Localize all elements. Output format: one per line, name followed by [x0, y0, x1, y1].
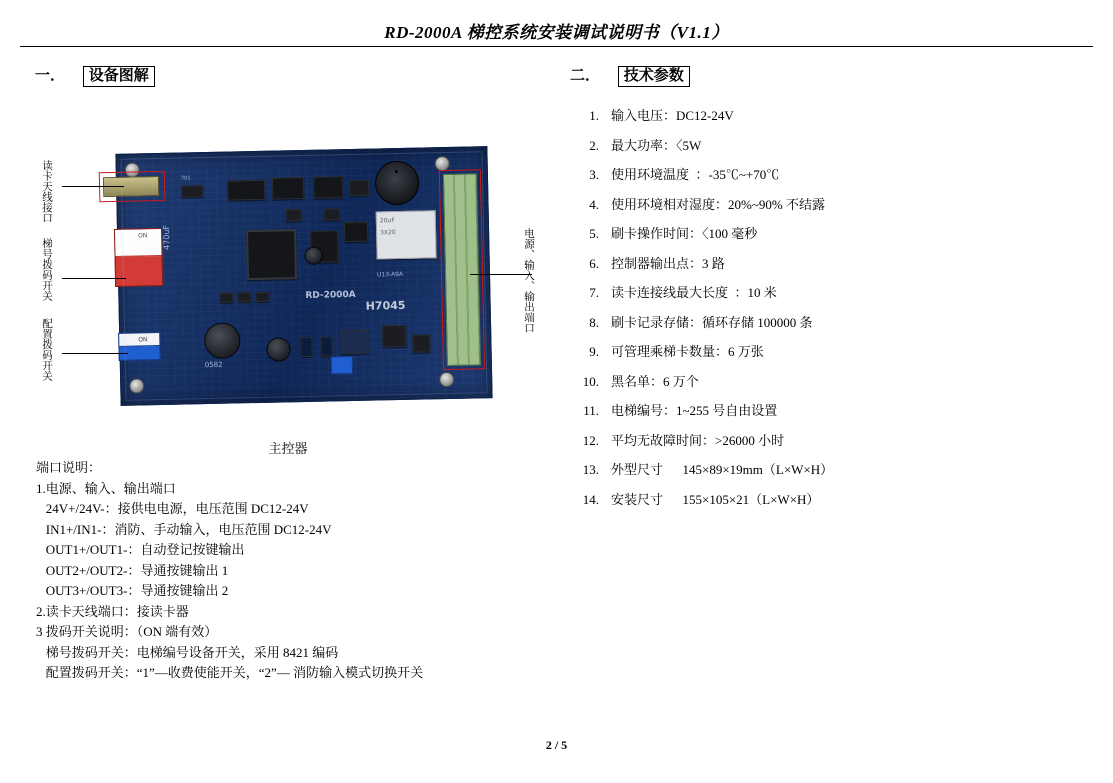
ic-chip [313, 176, 343, 199]
section-number-left: 一． [35, 68, 66, 84]
spec-item [565, 489, 1085, 508]
section-label-right: 技术参数 [618, 66, 690, 87]
spec-item [565, 459, 1085, 478]
spec-index: 8. [589, 314, 599, 330]
controller-board-image [118, 150, 488, 400]
spec-text: 安装尺寸 155×105×21（L×W×H） [611, 491, 820, 507]
spec-index: 4. [589, 196, 599, 212]
relay-module [376, 210, 437, 259]
dip-on-marking: ON [138, 336, 148, 344]
ic-chip [227, 180, 265, 201]
dip-switch-toggle-bank[interactable] [119, 333, 159, 347]
mounting-screw [129, 378, 144, 393]
dip-switch-toggle-bank[interactable] [115, 229, 162, 257]
resistor [286, 209, 302, 221]
section-heading-tech-specs [570, 64, 690, 85]
spec-text: 平均无故障时间：>26000 小时 [611, 432, 785, 448]
spec-index: 6. [589, 255, 599, 271]
notes-line: 2.读卡天线端口：接读卡器 [36, 603, 189, 619]
resistor [255, 292, 269, 302]
label-config-dip-switch: 配置拨码开关 [41, 318, 52, 381]
power-io-terminal-block [443, 173, 481, 366]
resistor [320, 336, 332, 356]
silkscreen-model-text: RD-2000A [305, 289, 356, 301]
callout-line-antenna [62, 186, 124, 187]
callout-line-elevator-dip [62, 278, 126, 279]
blue-component [331, 356, 353, 374]
spec-text: 控制器输出点：3 路 [611, 255, 725, 271]
port-description-block [36, 458, 556, 684]
spec-item [565, 135, 1085, 154]
mounting-screw [435, 156, 450, 171]
spec-text: 刷卡操作时间：〈100 毫秒 [611, 226, 758, 241]
document-header-title: RD-2000A 梯控系统安装调试说明书（V1.1） [384, 23, 729, 42]
silkscreen-text: 0582 [204, 360, 223, 370]
spec-index: 14. [582, 491, 599, 507]
electrolytic-capacitor [304, 247, 322, 265]
spec-item [565, 371, 1085, 390]
spec-index: 13. [582, 462, 599, 477]
spec-text: 输入电压：DC12-24V [611, 108, 734, 123]
mounting-screw [439, 372, 454, 387]
spec-text: 可管理乘梯卡数量：6 万张 [611, 344, 764, 359]
resistor [237, 292, 251, 302]
resistor [219, 292, 233, 302]
ic-chip [344, 222, 368, 242]
spec-index: 12. [582, 432, 599, 448]
resistor [300, 337, 312, 357]
electrolytic-capacitor [204, 322, 241, 359]
tech-spec-list [565, 105, 1085, 518]
spec-item [565, 194, 1085, 213]
header-divider [20, 46, 1093, 47]
spec-item [565, 400, 1085, 419]
spec-text: 读卡连接线最大长度 ：10 米 [611, 285, 777, 300]
notes-line: 1.电源、输入、输出端口 [36, 480, 176, 496]
mounting-screw [125, 162, 140, 177]
spec-item [565, 430, 1085, 449]
buzzer-component [375, 161, 420, 206]
ic-chip [272, 177, 304, 200]
notes-line: OUT3+/OUT3-：导通按键输出 2 [36, 583, 229, 598]
dip-on-marking: ON [138, 232, 148, 240]
section-number-right: 二． [570, 68, 601, 84]
spec-item [565, 282, 1085, 301]
spec-text: 外型尺寸 145×89×19mm（L×W×H） [611, 462, 834, 477]
notes-line: IN1+/IN1-：消防、手动输入，电压范围 DC12-24V [36, 521, 332, 537]
label-elevator-dip-switch: 梯号拨码开关 [41, 238, 52, 301]
spec-text: 黑名单：6 万个 [611, 373, 699, 389]
pcb-substrate [115, 146, 492, 406]
ic-chip [181, 185, 203, 197]
spec-item [565, 341, 1085, 360]
ic-chip [310, 230, 339, 263]
notes-line: 梯号拨码开关：电梯编号设备开关，采用 8421 编码 [36, 644, 339, 660]
spec-index: 1. [589, 108, 599, 123]
silkscreen-text: 3X20 [380, 229, 396, 237]
spec-text: 使用环境温度 ：-35℃~+70℃ [611, 167, 780, 182]
spec-index: 5. [589, 226, 599, 241]
resistor [324, 208, 340, 220]
notes-line: 24V+/24V-：接供电电源，电压范围 DC12-24V [36, 501, 309, 516]
spec-index: 10. [582, 373, 599, 389]
ic-chip [412, 334, 430, 352]
spec-text: 使用环境相对湿度：20%~90% 不结露 [611, 196, 825, 212]
label-power-io-port: 电源、输入、输出端口 [523, 228, 534, 333]
section-heading-equipment-diagram [35, 64, 155, 85]
spec-item [565, 223, 1085, 242]
spec-index: 9. [589, 344, 599, 359]
spec-item [565, 253, 1085, 272]
silkscreen-text: U13-A9A [376, 270, 404, 279]
notes-line: OUT1+/OUT1-：自动登记按键输出 [36, 542, 245, 557]
notes-line: 配置拨码开关：“1”—收费使能开关，“2”— 消防输入模式切换开关 [36, 665, 424, 680]
notes-line: OUT2+/OUT2-：导通按键输出 1 [36, 562, 229, 578]
callout-line-config-dip [62, 353, 128, 354]
page-number: 2 / 5 [545, 738, 568, 752]
section-label-left: 设备图解 [83, 66, 155, 87]
notes-line: 3 拨码开关说明：（ON 端有效） [36, 624, 218, 639]
spec-index: 3. [589, 167, 599, 182]
terminal-block-highlight [439, 169, 485, 370]
silkscreen-text: 701 [180, 175, 191, 182]
silkscreen-text: H7045 [365, 298, 406, 313]
ic-chip [349, 180, 369, 196]
label-antenna-port: 读卡天线接口 [41, 160, 52, 223]
spec-item [565, 312, 1085, 331]
spec-item [565, 164, 1085, 183]
mcu-chip [246, 229, 297, 280]
spec-index: 11. [583, 403, 599, 418]
spec-index: 7. [589, 285, 599, 300]
silkscreen-text: 470uF [161, 224, 172, 250]
ic-chip [340, 330, 368, 355]
spec-item [565, 105, 1085, 124]
silkscreen-text: 20uF [379, 217, 395, 225]
config-dip-switch [118, 332, 161, 361]
spec-text: 最大功率：〈5W [611, 137, 702, 153]
spec-text: 电梯编号：1~255 号自由设置 [611, 403, 778, 418]
electrolytic-capacitor [266, 337, 290, 361]
ic-chip [382, 325, 406, 347]
notes-heading: 端口说明： [36, 460, 102, 475]
spec-index: 2. [589, 137, 599, 153]
spec-text: 刷卡记录存储：循环存储 100000 条 [611, 314, 813, 330]
figure-caption: 主控器 [268, 441, 308, 456]
